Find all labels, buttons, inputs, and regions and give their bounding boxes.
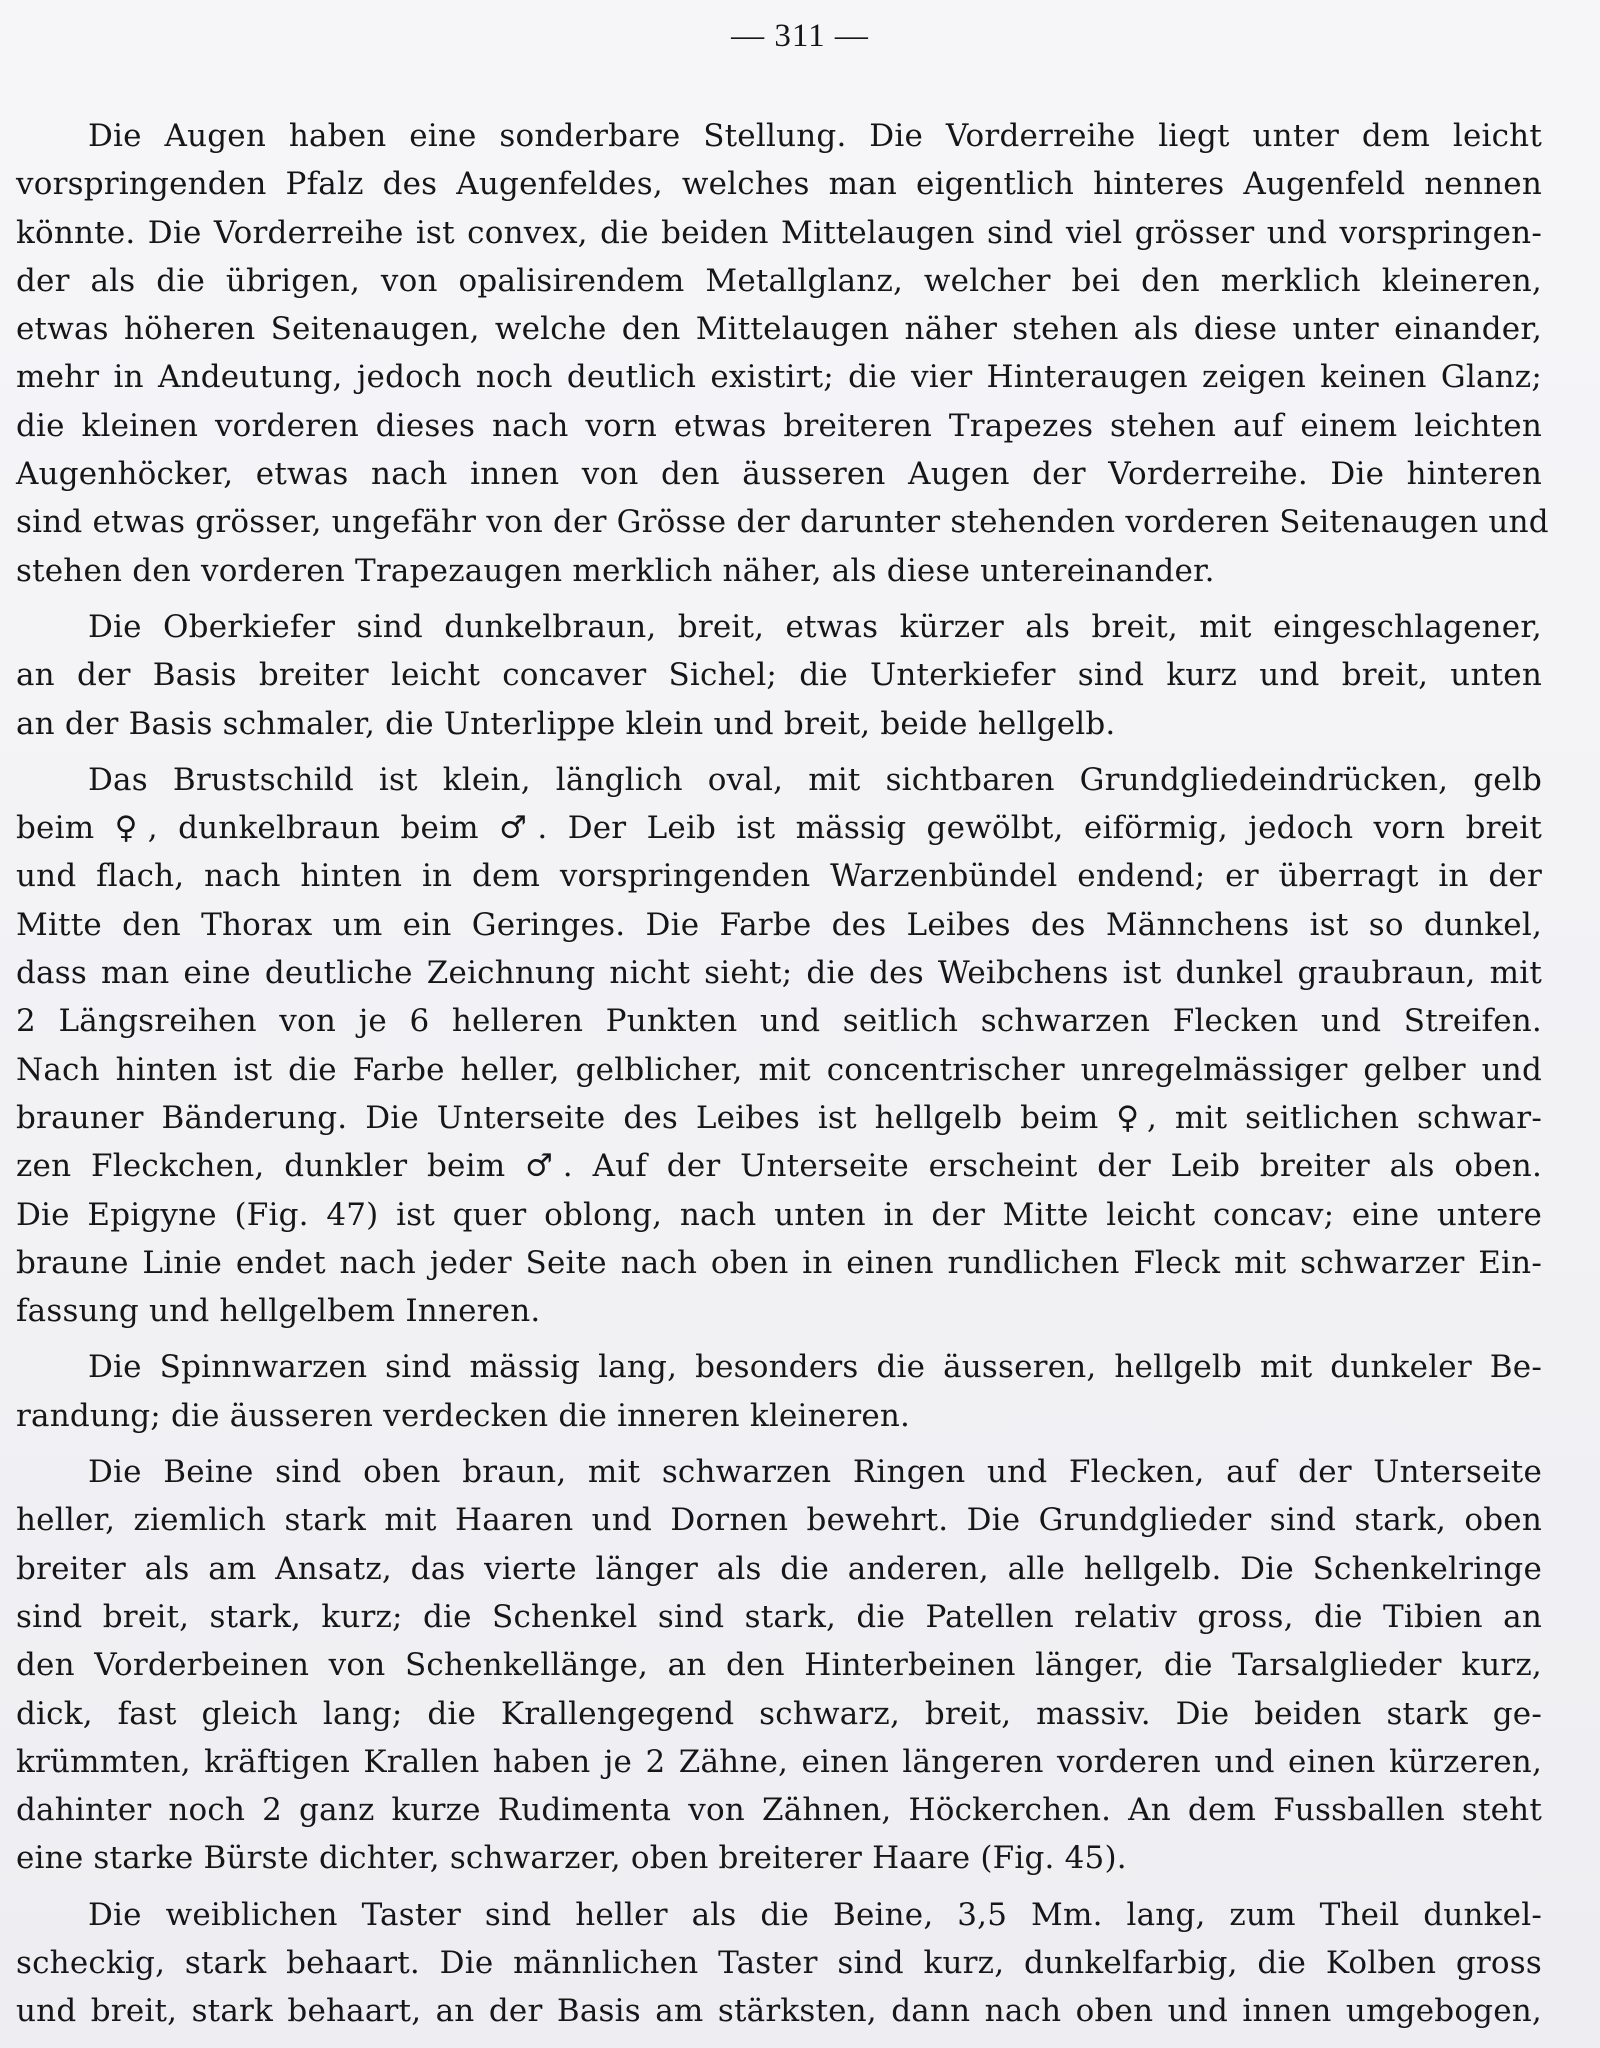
text-line: an der Basis schmaler, die Unterlippe klein und breit, beide hellgelb. <box>16 705 1116 742</box>
text-line: breiter als am Ansatz, das vierte länger als die anderen, alle hellgelb. Die Schenkelringe <box>16 1550 1542 1587</box>
paragraph-legs <box>16 1448 1542 1883</box>
paragraph-eyes <box>16 112 1549 595</box>
text-line: und breit, stark behaart, an der Basis am stärksten, dann nach oben und innen umgebogen, <box>16 1993 1542 2030</box>
text-line: Mitte den Thorax um ein Geringes. Die Farbe des Leibes des Männchens ist so dunkel, <box>16 906 1542 943</box>
text-line: dass man eine deutliche Zeichnung nicht sieht; die des Weibchens ist dunkel graubraun, mit <box>16 955 1542 992</box>
page-number: — 311 — <box>731 18 869 54</box>
text-line: 2 Längsreihen von je 6 helleren Punkten und seitlich schwarzen Flecken und Streifen. <box>16 1003 1542 1040</box>
paragraph-spinnerets <box>16 1343 1542 1440</box>
text-line: Die Oberkiefer sind dunkelbraun, breit, etwas kürzer als breit, mit eingeschlagener, <box>88 608 1542 645</box>
text-line: eine starke Bürste dichter, schwarzer, oben breiterer Haare (Fig. 45). <box>16 1840 1127 1877</box>
text-line: an der Basis breiter leicht concaver Sichel; die Unterkiefer sind kurz und breit, unten <box>16 657 1542 694</box>
text-line: etwas höheren Seitenaugen, welche den Mittelaugen näher stehen als diese unter einander, <box>16 311 1542 348</box>
text-line: vorspringenden Pfalz des Augenfeldes, welches man eigentlich hinteres Augenfeld nennen <box>16 166 1542 203</box>
paragraph-body <box>16 756 1542 1336</box>
text-line: Nach hinten ist die Farbe heller, gelblicher, mit concentrischer unregelmässiger gelber und <box>16 1051 1542 1088</box>
text-line: scheckig, stark behaart. Die männlichen Taster sind kurz, dunkelfarbig, die Kolben gross <box>16 1944 1542 1981</box>
text-line: der als die übrigen, von opalisirendem Metallglanz, welcher bei den merklich kleineren, <box>16 262 1542 299</box>
text-line: den Vorderbeinen von Schenkellänge, an den Hinterbeinen länger, die Tarsalglieder kurz, <box>16 1647 1542 1684</box>
text-line: Augenhöcker, etwas nach innen von den äusseren Augen der Vorderreihe. Die hinteren <box>16 456 1542 493</box>
text-line: heller, ziemlich stark mit Haaren und Dornen bewehrt. Die Grundglieder sind stark, oben <box>16 1502 1542 1539</box>
paragraph-palps <box>16 1891 1542 2036</box>
paragraph-jaws <box>16 603 1542 748</box>
text-line: Die Augen haben eine sonderbare Stellung. Die Vorderreihe liegt unter dem leicht <box>88 118 1542 154</box>
text-line: die kleinen vorderen dieses nach vorn etwas breiteren Trapezes stehen auf einem leichten <box>16 407 1542 444</box>
body-text <box>16 112 1549 2044</box>
text-line: könnte. Die Vorderreihe ist convex, die beiden Mittelaugen sind viel grösser und vorspringen- <box>16 214 1542 251</box>
text-line: mehr in Andeutung, jedoch noch deutlich existirt; die vier Hinteraugen zeigen keinen Glanz; <box>16 359 1542 396</box>
text-line: randung; die äusseren verdecken die inneren kleineren. <box>16 1397 911 1434</box>
text-line: zen Fleckchen, dunkler beim ♂. Auf der Unterseite erscheint der Leib breiter als oben. <box>16 1148 1542 1185</box>
text-line: dick, fast gleich lang; die Krallengegend schwarz, breit, massiv. Die beiden stark ge- <box>16 1695 1542 1732</box>
text-line: Die Beine sind oben braun, mit schwarzen Ringen und Flecken, auf der Unterseite <box>88 1454 1542 1491</box>
text-line: Die Epigyne (Fig. 47) ist quer oblong, nach unten in der Mitte leicht concav; eine untere <box>16 1196 1542 1233</box>
text-line: stehen den vorderen Trapezaugen merklich näher, als diese untereinander. <box>16 552 1215 589</box>
text-line: Die weiblichen Taster sind heller als die Beine, 3,5 Mm. lang, zum Theil dunkel- <box>88 1896 1542 1933</box>
text-line: Die Spinnwarzen sind mässig lang, besonders die äusseren, hellgelb mit dunkeler Be- <box>88 1349 1542 1386</box>
text-line: sind breit, stark, kurz; die Schenkel sind stark, die Patellen relativ gross, die Tibien an <box>16 1598 1542 1635</box>
text-line: Das Brustschild ist klein, länglich oval, mit sichtbaren Grundgliedeindrücken, gelb <box>88 761 1542 798</box>
text-line: krümmten, kräftigen Krallen haben je 2 Zähne, einen längeren vorderen und einen kürzeren, <box>16 1743 1542 1780</box>
text-line: dahinter noch 2 ganz kurze Rudimenta von Zähnen, Höckerchen. An dem Fussballen steht <box>16 1792 1542 1829</box>
text-line: brauner Bänderung. Die Unterseite des Leibes ist hellgelb beim ♀, mit seitlichen schwar- <box>16 1099 1542 1136</box>
text-line: sind etwas grösser, ungefähr von der Grösse der darunter stehenden vorderen Seitenaugen und <box>16 504 1549 541</box>
text-line: beim ♀, dunkelbraun beim ♂. Der Leib ist mässig gewölbt, eiförmig, jedoch vorn breit <box>16 810 1542 847</box>
text-line: braune Linie endet nach jeder Seite nach oben in einen rundlichen Fleck mit schwarzer Ein- <box>16 1244 1542 1281</box>
text-line: fassung und hellgelbem Inneren. <box>16 1293 541 1330</box>
text-line: und flach, nach hinten in dem vorspringenden Warzenbündel endend; er überragt in der <box>16 858 1542 895</box>
